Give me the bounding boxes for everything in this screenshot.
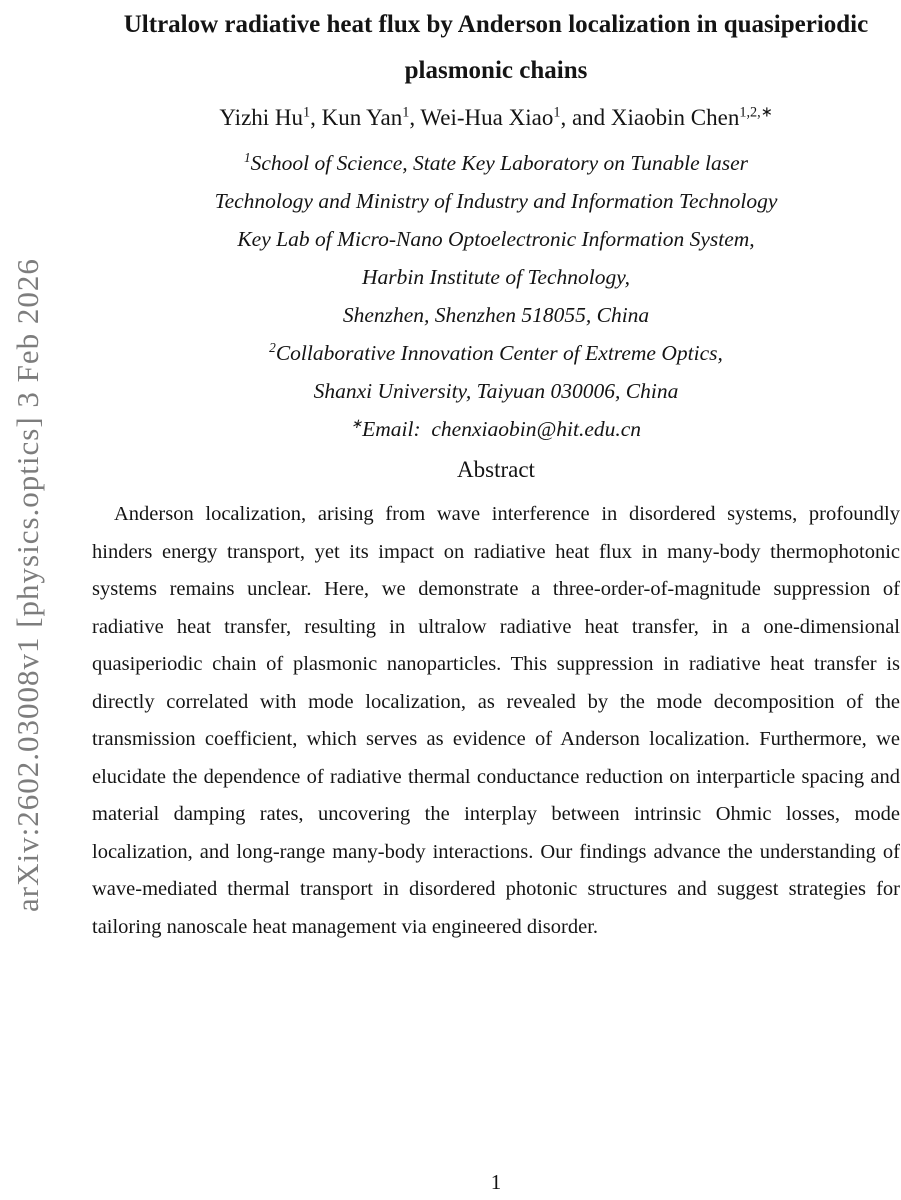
affiliation-text: Collaborative Innovation Center of Extreme Optics, bbox=[275, 341, 723, 365]
author bbox=[420, 105, 611, 130]
paper-title bbox=[92, 0, 900, 94]
affiliation-text: Shenzhen, Shenzhen 518055, China bbox=[342, 303, 650, 327]
author-superscript: 1 bbox=[402, 104, 410, 121]
author-separator: , and bbox=[560, 105, 611, 130]
affiliation-text: School of Science, State Key Laboratory on Tunable laser bbox=[250, 151, 749, 175]
affiliation-line bbox=[92, 220, 900, 258]
author-separator: , bbox=[409, 105, 421, 130]
author-superscript: 1 bbox=[303, 104, 311, 121]
affiliation-line bbox=[92, 372, 900, 410]
title-line-1: Ultralow radiative heat flux by Anderson localization in quasiperiodic bbox=[123, 11, 869, 38]
affiliations bbox=[92, 144, 900, 448]
arxiv-watermark: arXiv:2602.03008v1 [physics.optics] 3 Feb 2026 bbox=[10, 258, 45, 912]
affiliation-superscript: 2 bbox=[269, 339, 276, 355]
paper-content bbox=[92, 0, 900, 946]
affiliation-line bbox=[92, 334, 900, 372]
email-text: Email: chenxiaobin@hit.edu.cn bbox=[362, 417, 642, 441]
author-name: Kun Yan bbox=[321, 105, 403, 130]
author bbox=[611, 105, 773, 130]
abstract-text: Anderson localization, arising from wave interference in disordered systems, profoundly hinders energy transport, yet its impact on radiative heat flux in many-body thermophotonic systems remains unclear. Here, we demonstrate a three-order-of-magnitude suppression of radiative heat transfer, resulting in ultralow radiative heat transfer, in a one-dimensional quasiperiodic chain of plasmonic nanoparticles. This suppression in radiative heat transfer is directly correlated with mode localization, as revealed by the mode decomposition of the transmission coefficient, which serves as evidence of Anderson localization. Furthermore, we elucidate the dependence of radiative thermal conductance reduction on interparticle spacing and material damping rates, uncovering the interplay between intrinsic Ohmic losses, mode localization, and long-range many-body interactions. Our findings advance the understanding of wave-mediated thermal transport in disordered photonic structures and suggest strategies for tailoring nanoscale heat management via engineered disorder. bbox=[92, 503, 900, 938]
affiliation-line bbox=[92, 296, 900, 334]
affiliation-superscript: ∗ bbox=[350, 415, 363, 431]
author-name: Xiaobin Chen bbox=[610, 105, 740, 130]
affiliation-text: Harbin Institute of Technology, bbox=[362, 265, 630, 289]
affiliation-line bbox=[92, 258, 900, 296]
author-superscript: 1 bbox=[553, 104, 561, 121]
page-number: 1 bbox=[490, 1170, 502, 1194]
author-line bbox=[92, 104, 900, 132]
author-name: Wei-Hua Xiao bbox=[420, 105, 554, 130]
author bbox=[322, 105, 421, 130]
affiliation-line bbox=[92, 410, 900, 448]
author-name: Yizhi Hu bbox=[219, 105, 304, 130]
affiliation-text: Technology and Ministry of Industry and Information Technology bbox=[214, 189, 778, 213]
affiliation-text: Key Lab of Micro-Nano Optoelectronic Information System, bbox=[237, 227, 755, 251]
affiliation-superscript: 1 bbox=[243, 149, 251, 165]
author-separator: , bbox=[310, 105, 322, 130]
author-superscript: 1,2,∗ bbox=[739, 104, 773, 121]
affiliation-text: Shanxi University, Taiyuan 030006, China bbox=[313, 379, 679, 403]
title-line-2: plasmonic chains bbox=[404, 57, 588, 84]
affiliation-line bbox=[92, 182, 900, 220]
abstract-heading: Abstract bbox=[457, 457, 535, 482]
affiliation-line bbox=[92, 144, 900, 182]
author bbox=[219, 105, 321, 130]
